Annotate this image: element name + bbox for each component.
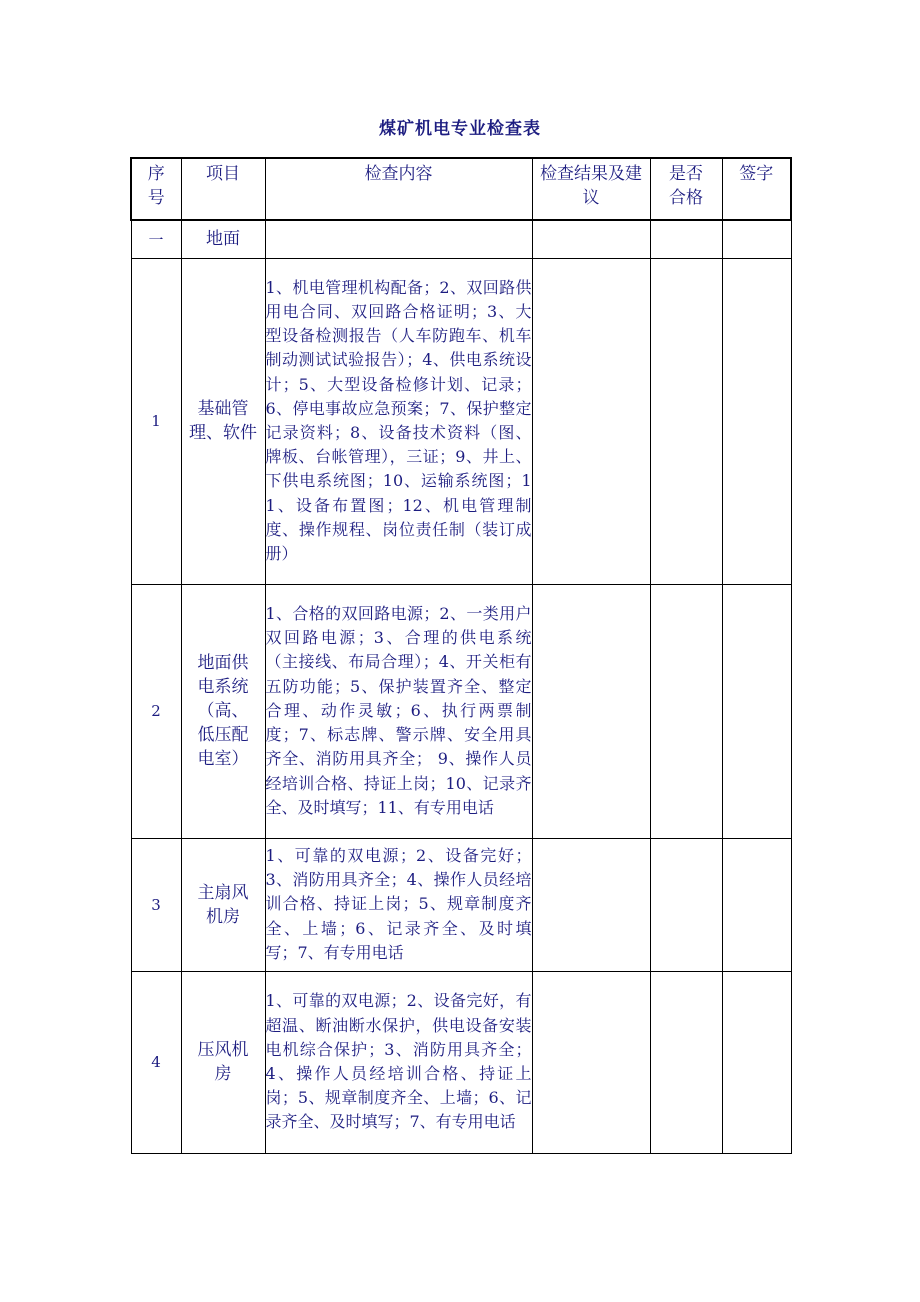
section-seq: 一 (131, 220, 181, 258)
table-row (131, 971, 791, 1153)
row-seq: 3 (131, 838, 181, 971)
section-result-cell[interactable] (532, 220, 650, 258)
row-sign-cell[interactable] (722, 258, 791, 584)
section-pass-cell[interactable] (650, 220, 722, 258)
header-content: 检查内容 (265, 158, 532, 220)
row-content: 1、合格的双回路电源；2、一类用户双回路电源；3、合理的供电系统（主接线、布局合理）；4、开关柜有五防功能；5、保护装置齐全、整定合理、动作灵敏；6、执行两票制度；7、标志牌、警示牌、安全用具齐全、消防用具齐全； 9、操作人员经培训合格、持证上岗；10、记录齐全、及时填写；11、有专用电话 (265, 584, 532, 838)
row-seq: 1 (131, 258, 181, 584)
document-title: 煤矿机电专业检查表 (379, 119, 541, 139)
row-result-cell[interactable] (532, 971, 650, 1153)
header-result: 检查结果及建议 (532, 158, 650, 220)
row-content: 1、机电管理机构配备；2、双回路供用电合同、双回路合格证明；3、大型设备检测报告（人车防跑车、机车制动测试试验报告）；4、供电系统设计；5、大型设备检修计划、记录；6、停电事故应急预案；7、保护整定记录资料；8、设备技术资料（图、牌板、台帐管理），三证；9、井上、下供电系统图；10、运输系统图；11、设备布置图；12、机电管理制度、操作规程、岗位责任制（装订成册） (265, 258, 532, 584)
table-row (131, 584, 791, 838)
section-item: 地面 (181, 220, 265, 258)
row-result-cell[interactable] (532, 838, 650, 971)
row-sign-cell[interactable] (722, 584, 791, 838)
table-row-section (131, 220, 791, 258)
row-seq: 2 (131, 584, 181, 838)
row-pass-cell[interactable] (650, 838, 722, 971)
table-header-row (131, 158, 791, 220)
inspection-table (130, 157, 792, 1154)
table-row (131, 258, 791, 584)
row-pass-cell[interactable] (650, 584, 722, 838)
row-item: 主扇风机房 (181, 838, 265, 971)
table-row (131, 838, 791, 971)
row-sign-cell[interactable] (722, 971, 791, 1153)
row-content: 1、可靠的双电源；2、设备完好；3、消防用具齐全；4、操作人员经培训合格、持证上岗；5、规章制度齐全、上墙；6、记录齐全、及时填写；7、有专用电话 (265, 838, 532, 971)
header-pass: 是否合格 (650, 158, 722, 220)
row-item: 压风机房 (181, 971, 265, 1153)
row-content: 1、可靠的双电源；2、设备完好，有超温、断油断水保护，供电设备安装电机综合保护；3、消防用具齐全；4、操作人员经培训合格、持证上岗；5、规章制度齐全、上墙；6、记录齐全、及时填写；7、有专用电话 (265, 971, 532, 1153)
row-item: 基础管理、软件 (181, 258, 265, 584)
section-sign-cell[interactable] (722, 220, 791, 258)
row-sign-cell[interactable] (722, 838, 791, 971)
section-content-cell (265, 220, 532, 258)
row-result-cell[interactable] (532, 258, 650, 584)
header-seq: 序号 (131, 158, 181, 220)
header-sign: 签字 (722, 158, 791, 220)
row-pass-cell[interactable] (650, 971, 722, 1153)
row-pass-cell[interactable] (650, 258, 722, 584)
row-item: 地面供电系统（高、低压配电室） (181, 584, 265, 838)
header-item: 项目 (181, 158, 265, 220)
row-result-cell[interactable] (532, 584, 650, 838)
row-seq: 4 (131, 971, 181, 1153)
